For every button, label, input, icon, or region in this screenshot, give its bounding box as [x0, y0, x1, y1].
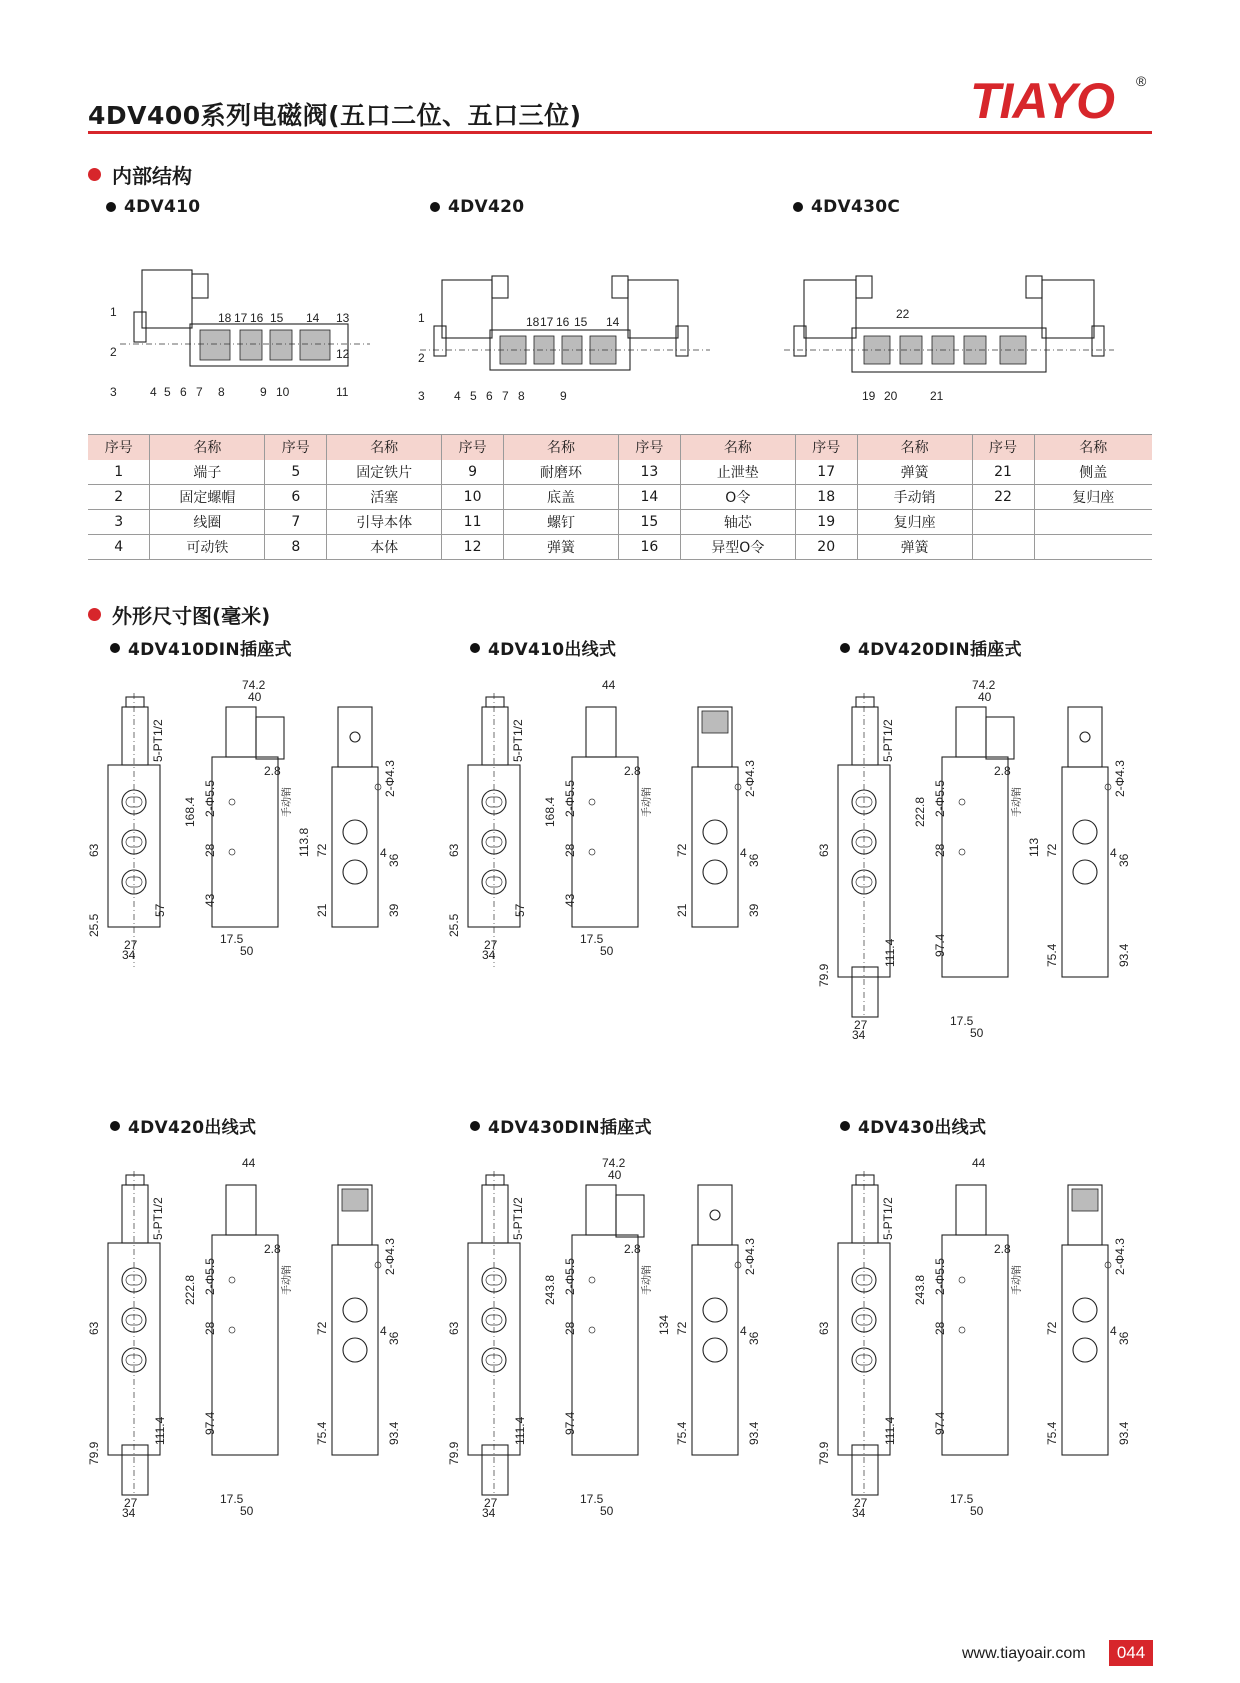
dimension-drawing — [817, 1155, 1150, 1520]
dimension-drawing — [447, 1155, 780, 1520]
dimension-label: 28 — [933, 843, 947, 857]
table-cell: 9 — [442, 460, 504, 485]
svg-text:18: 18 — [218, 311, 232, 325]
dimension-label: 97.4 — [203, 1411, 217, 1435]
col-header: 名称 — [1034, 435, 1152, 460]
table-cell: 弹簧 — [857, 535, 972, 560]
dimension-label: 72 — [315, 1321, 329, 1335]
dimension-label: 2-Φ5.5 — [933, 780, 947, 817]
dimension-label: 113 — [1027, 837, 1041, 857]
svg-text:6: 6 — [486, 389, 493, 403]
dimension-label: 63 — [447, 843, 461, 857]
dimension-label: 63 — [87, 1321, 101, 1335]
dimension-label: 手动销 — [282, 787, 293, 817]
svg-text:6: 6 — [180, 385, 187, 399]
col-header: 序号 — [972, 435, 1034, 460]
table-cell: 螺钉 — [504, 510, 619, 535]
dimension-label: 75.4 — [1045, 1421, 1059, 1445]
dimension-label: 34 — [482, 948, 496, 962]
dimension-label: 50 — [600, 944, 614, 958]
dimension-label: 4 — [1110, 1324, 1117, 1338]
dimension-label: 5-PT1/2 — [511, 1197, 525, 1240]
dimension-label: 27 — [854, 1496, 868, 1510]
dimension-label: 134 — [657, 1314, 671, 1335]
col-header: 序号 — [265, 435, 327, 460]
dimension-label: 93.4 — [387, 1421, 401, 1445]
dimension-label: 2-Φ4.3 — [1113, 1238, 1127, 1275]
table-cell: 本体 — [327, 535, 442, 560]
bullet-icon — [110, 1121, 120, 1131]
dimension-label: 28 — [563, 1321, 577, 1335]
model-label-4dv420: 4DV420 — [430, 197, 524, 217]
dimension-label: 39 — [747, 903, 761, 917]
table-row — [88, 535, 1152, 560]
dimension-label: 2-Φ5.5 — [563, 1258, 577, 1295]
dimension-label: 2-Φ5.5 — [563, 780, 577, 817]
table-cell: 轴芯 — [680, 510, 795, 535]
table-cell: 21 — [972, 460, 1034, 485]
table-cell: O令 — [680, 485, 795, 510]
table-cell: 3 — [88, 510, 150, 535]
dimension-label: 28 — [563, 843, 577, 857]
dimension-label: 63 — [447, 1321, 461, 1335]
bullet-icon — [470, 643, 480, 653]
section-dimensions — [88, 600, 270, 629]
table-row — [88, 460, 1152, 485]
table-cell: 线圈 — [150, 510, 265, 535]
table-cell: 5 — [265, 460, 327, 485]
table-cell: 活塞 — [327, 485, 442, 510]
svg-text:5: 5 — [470, 389, 477, 403]
page-number: 044 — [1109, 1640, 1153, 1666]
dimension-label: 4 — [380, 846, 387, 860]
dimension-label: 113.8 — [297, 827, 311, 857]
col-header: 序号 — [442, 435, 504, 460]
table-cell: 弹簧 — [857, 460, 972, 485]
svg-text:12: 12 — [336, 347, 350, 361]
col-header: 名称 — [504, 435, 619, 460]
dimension-label: 17.5 — [220, 932, 244, 946]
dimension-label: 5-PT1/2 — [151, 719, 165, 762]
red-bullet-icon — [88, 168, 101, 181]
dimension-label: 2-Φ4.3 — [743, 760, 757, 797]
dimension-label: 手动销 — [1012, 787, 1023, 817]
svg-text:17: 17 — [234, 311, 248, 325]
bullet-icon — [430, 202, 440, 212]
svg-text:15: 15 — [574, 315, 588, 329]
dimension-label: 2-Φ4.3 — [383, 1238, 397, 1275]
table-row — [88, 485, 1152, 510]
table-cell: 异型O令 — [680, 535, 795, 560]
svg-text:16: 16 — [556, 315, 570, 329]
dimension-label: 36 — [1117, 1331, 1131, 1345]
table-cell: 弹簧 — [504, 535, 619, 560]
drawing-title: 4DV410DIN插座式 — [110, 635, 292, 660]
dimension-label: 36 — [747, 853, 761, 867]
dimension-label: 50 — [970, 1026, 984, 1040]
table-cell: 18 — [795, 485, 857, 510]
dimension-label: 36 — [387, 1331, 401, 1345]
dimension-label: 50 — [240, 944, 254, 958]
dimension-label: 168.4 — [183, 796, 197, 827]
dimension-label: 34 — [852, 1028, 866, 1042]
dimension-label: 79.9 — [817, 963, 831, 987]
dimension-label: 17.5 — [580, 1492, 604, 1506]
dimension-label: 111.4 — [883, 938, 897, 967]
svg-text:4: 4 — [150, 385, 157, 399]
dimension-label: 43 — [203, 893, 217, 907]
table-cell — [972, 535, 1034, 560]
col-header: 序号 — [88, 435, 150, 460]
table-cell: 底盖 — [504, 485, 619, 510]
dimension-label: 手动销 — [642, 787, 653, 817]
svg-text:TIAYO: TIAYO — [970, 73, 1115, 129]
dimension-label: 2-Φ5.5 — [203, 780, 217, 817]
svg-text:3: 3 — [418, 389, 425, 403]
dimension-label: 36 — [387, 853, 401, 867]
dimension-label: 2.8 — [994, 764, 1011, 778]
dimension-label: 50 — [970, 1504, 984, 1518]
dimension-label: 57 — [153, 903, 167, 917]
dimension-label: 74.2 — [972, 678, 996, 692]
dimension-label: 75.4 — [1045, 943, 1059, 967]
dimension-label: 40 — [978, 690, 992, 704]
bullet-icon — [470, 1121, 480, 1131]
dimension-label: 2.8 — [624, 764, 641, 778]
dimension-label: 2.8 — [624, 1242, 641, 1256]
dimension-label: 44 — [242, 1156, 256, 1170]
bullet-icon — [110, 643, 120, 653]
dimension-label: 222.8 — [913, 796, 927, 827]
dimension-label: 17.5 — [950, 1014, 974, 1028]
dimension-label: 2.8 — [264, 1242, 281, 1256]
dimension-label: 28 — [203, 1321, 217, 1335]
dimension-label: 44 — [972, 1156, 986, 1170]
section-drawing-4dv420 — [410, 268, 720, 408]
svg-text:5: 5 — [164, 385, 171, 399]
bullet-icon — [106, 202, 116, 212]
table-header-row — [88, 435, 1152, 460]
table-cell — [1034, 510, 1152, 535]
dimension-label: 34 — [122, 948, 136, 962]
dimension-label: 2.8 — [994, 1242, 1011, 1256]
page-title: 4DV400系列电磁阀(五口二位、五口三位) — [88, 101, 582, 130]
col-header: 名称 — [680, 435, 795, 460]
dimension-label: 4 — [380, 1324, 387, 1338]
table-cell: 2 — [88, 485, 150, 510]
table-cell: 复归座 — [1034, 485, 1152, 510]
dimension-label: 28 — [933, 1321, 947, 1335]
svg-text:11: 11 — [336, 385, 349, 399]
section-title: 内部结构 — [112, 164, 192, 188]
table-cell: 复归座 — [857, 510, 972, 535]
dimension-label: 27 — [484, 1496, 498, 1510]
dimension-label: 93.4 — [1117, 943, 1131, 967]
dimension-label: 27 — [124, 938, 138, 952]
dimension-label: 5-PT1/2 — [151, 1197, 165, 1240]
dimension-label: 2-Φ5.5 — [933, 1258, 947, 1295]
dimension-label: 50 — [240, 1504, 254, 1518]
dimension-label: 2-Φ4.3 — [383, 760, 397, 797]
svg-text:®: ® — [1136, 73, 1147, 89]
svg-text:13: 13 — [336, 311, 350, 325]
dimension-label: 5-PT1/2 — [881, 719, 895, 762]
dimension-label: 28 — [203, 843, 217, 857]
svg-text:10: 10 — [276, 385, 290, 399]
table-cell: 22 — [972, 485, 1034, 510]
dimension-label: 97.4 — [933, 1411, 947, 1435]
tiayo-logo — [968, 66, 1158, 130]
table-cell: 端子 — [150, 460, 265, 485]
table-cell: 4 — [88, 535, 150, 560]
dimension-label: 63 — [817, 843, 831, 857]
table-cell: 12 — [442, 535, 504, 560]
dimension-label: 25.5 — [87, 913, 101, 937]
dimension-label: 243.8 — [543, 1274, 557, 1305]
col-header: 名称 — [327, 435, 442, 460]
parts-table — [88, 434, 1152, 560]
dimension-label: 34 — [482, 1506, 496, 1520]
svg-text:9: 9 — [560, 389, 567, 403]
dimension-label: 40 — [248, 690, 262, 704]
dimension-label: 75.4 — [315, 1421, 329, 1445]
table-cell: 固定铁片 — [327, 460, 442, 485]
dimension-label: 57 — [513, 903, 527, 917]
table-cell: 20 — [795, 535, 857, 560]
dimension-label: 5-PT1/2 — [881, 1197, 895, 1240]
svg-text:4: 4 — [454, 389, 461, 403]
dimension-label: 34 — [122, 1506, 136, 1520]
dimension-label: 111.4 — [883, 1416, 897, 1445]
dimension-label: 72 — [1045, 843, 1059, 857]
svg-text:7: 7 — [196, 385, 203, 399]
header-rule — [88, 131, 1152, 134]
dimension-label: 222.8 — [183, 1274, 197, 1305]
svg-text:14: 14 — [306, 311, 320, 325]
dimension-label: 27 — [854, 1018, 868, 1032]
bullet-icon — [840, 643, 850, 653]
table-cell: 引导本体 — [327, 510, 442, 535]
dimension-label: 72 — [1045, 1321, 1059, 1335]
table-cell: 1 — [88, 460, 150, 485]
svg-text:1: 1 — [418, 311, 425, 325]
table-cell: 15 — [618, 510, 680, 535]
col-header: 名称 — [857, 435, 972, 460]
dimension-label: 72 — [315, 843, 329, 857]
dimension-label: 74.2 — [242, 678, 266, 692]
dimension-label: 93.4 — [1117, 1421, 1131, 1445]
dimension-label: 40 — [608, 1168, 622, 1182]
dimension-label: 79.9 — [87, 1441, 101, 1465]
dimension-label: 36 — [1117, 853, 1131, 867]
col-header: 名称 — [150, 435, 265, 460]
dimension-label: 93.4 — [747, 1421, 761, 1445]
table-row — [88, 510, 1152, 535]
dimension-label: 111.4 — [513, 1416, 527, 1445]
section-drawing-4dv430c — [780, 268, 1120, 408]
dimension-drawing — [87, 1155, 420, 1520]
table-cell: 10 — [442, 485, 504, 510]
dimension-label: 43 — [563, 893, 577, 907]
svg-text:8: 8 — [518, 389, 525, 403]
svg-text:2: 2 — [418, 351, 425, 365]
dimension-label: 97.4 — [563, 1411, 577, 1435]
svg-text:8: 8 — [218, 385, 225, 399]
table-cell: 侧盖 — [1034, 460, 1152, 485]
svg-text:16: 16 — [250, 311, 264, 325]
dimension-label: 27 — [124, 1496, 138, 1510]
dimension-label: 4 — [740, 846, 747, 860]
dimension-label: 97.4 — [933, 933, 947, 957]
svg-text:19: 19 — [862, 389, 876, 403]
dimension-drawing — [817, 677, 1150, 1042]
dimension-label: 79.9 — [447, 1441, 461, 1465]
table-cell: 6 — [265, 485, 327, 510]
dimension-label: 74.2 — [602, 1156, 626, 1170]
table-cell: 手动销 — [857, 485, 972, 510]
svg-text:18: 18 — [526, 315, 540, 329]
dimension-drawing — [87, 677, 420, 987]
svg-text:20: 20 — [884, 389, 898, 403]
svg-text:15: 15 — [270, 311, 284, 325]
drawing-title: 4DV420出线式 — [110, 1113, 256, 1138]
bullet-icon — [840, 1121, 850, 1131]
dimension-label: 72 — [675, 843, 689, 857]
dimension-drawing — [447, 677, 780, 987]
drawing-title: 4DV430出线式 — [840, 1113, 986, 1138]
dimension-label: 75.4 — [675, 1421, 689, 1445]
dimension-label: 79.9 — [817, 1441, 831, 1465]
dimension-label: 5-PT1/2 — [511, 719, 525, 762]
dimension-label: 4 — [1110, 846, 1117, 860]
dimension-label: 2-Φ4.3 — [743, 1238, 757, 1275]
table-cell: 16 — [618, 535, 680, 560]
drawing-title: 4DV430DIN插座式 — [470, 1113, 652, 1138]
table-cell — [1034, 535, 1152, 560]
section-internal-structure — [88, 160, 192, 189]
drawing-title: 4DV410出线式 — [470, 635, 616, 660]
red-bullet-icon — [88, 608, 101, 621]
svg-text:1: 1 — [110, 305, 117, 319]
dimension-label: 111.4 — [153, 1416, 167, 1445]
dimension-label: 17.5 — [580, 932, 604, 946]
table-cell: 17 — [795, 460, 857, 485]
dimension-label: 168.4 — [543, 796, 557, 827]
dimension-label: 63 — [87, 843, 101, 857]
dimension-label: 21 — [675, 903, 689, 917]
svg-text:14: 14 — [606, 315, 620, 329]
model-label-4dv410: 4DV410 — [106, 197, 200, 217]
dimension-label: 手动销 — [282, 1265, 293, 1295]
dimension-label: 2-Φ5.5 — [203, 1258, 217, 1295]
table-cell: 可动铁 — [150, 535, 265, 560]
table-cell: 固定螺帽 — [150, 485, 265, 510]
section-title: 外形尺寸图(毫米) — [112, 604, 271, 628]
dimension-label: 50 — [600, 1504, 614, 1518]
dimension-label: 72 — [675, 1321, 689, 1335]
svg-text:7: 7 — [502, 389, 509, 403]
dimension-label: 34 — [852, 1506, 866, 1520]
bullet-icon — [793, 202, 803, 212]
model-label-4dv430c: 4DV430C — [793, 197, 900, 217]
svg-text:21: 21 — [930, 389, 944, 403]
svg-text:17: 17 — [540, 315, 554, 329]
dimension-label: 63 — [817, 1321, 831, 1335]
dimension-label: 手动销 — [642, 1265, 653, 1295]
section-drawing-4dv410 — [100, 268, 380, 408]
table-cell: 止泄垫 — [680, 460, 795, 485]
dimension-label: 44 — [602, 678, 616, 692]
dimension-label: 25.5 — [447, 913, 461, 937]
table-cell: 19 — [795, 510, 857, 535]
dimension-label: 2.8 — [264, 764, 281, 778]
col-header: 序号 — [618, 435, 680, 460]
table-cell: 耐磨环 — [504, 460, 619, 485]
table-cell: 13 — [618, 460, 680, 485]
footer-url[interactable]: www.tiayoair.com — [962, 1645, 1086, 1662]
col-header: 序号 — [795, 435, 857, 460]
svg-text:2: 2 — [110, 345, 117, 359]
table-cell: 14 — [618, 485, 680, 510]
dimension-label: 17.5 — [220, 1492, 244, 1506]
svg-text:9: 9 — [260, 385, 267, 399]
dimension-label: 27 — [484, 938, 498, 952]
dimension-label: 4 — [740, 1324, 747, 1338]
dimension-label: 17.5 — [950, 1492, 974, 1506]
dimension-label: 21 — [315, 903, 329, 917]
dimension-label: 243.8 — [913, 1274, 927, 1305]
table-cell: 8 — [265, 535, 327, 560]
table-cell: 7 — [265, 510, 327, 535]
dimension-label: 39 — [387, 903, 401, 917]
dimension-label: 手动销 — [1012, 1265, 1023, 1295]
table-cell: 11 — [442, 510, 504, 535]
svg-text:3: 3 — [110, 385, 117, 399]
drawing-title: 4DV420DIN插座式 — [840, 635, 1022, 660]
svg-text:22: 22 — [896, 307, 910, 321]
dimension-label: 36 — [747, 1331, 761, 1345]
table-cell — [972, 510, 1034, 535]
dimension-label: 2-Φ4.3 — [1113, 760, 1127, 797]
